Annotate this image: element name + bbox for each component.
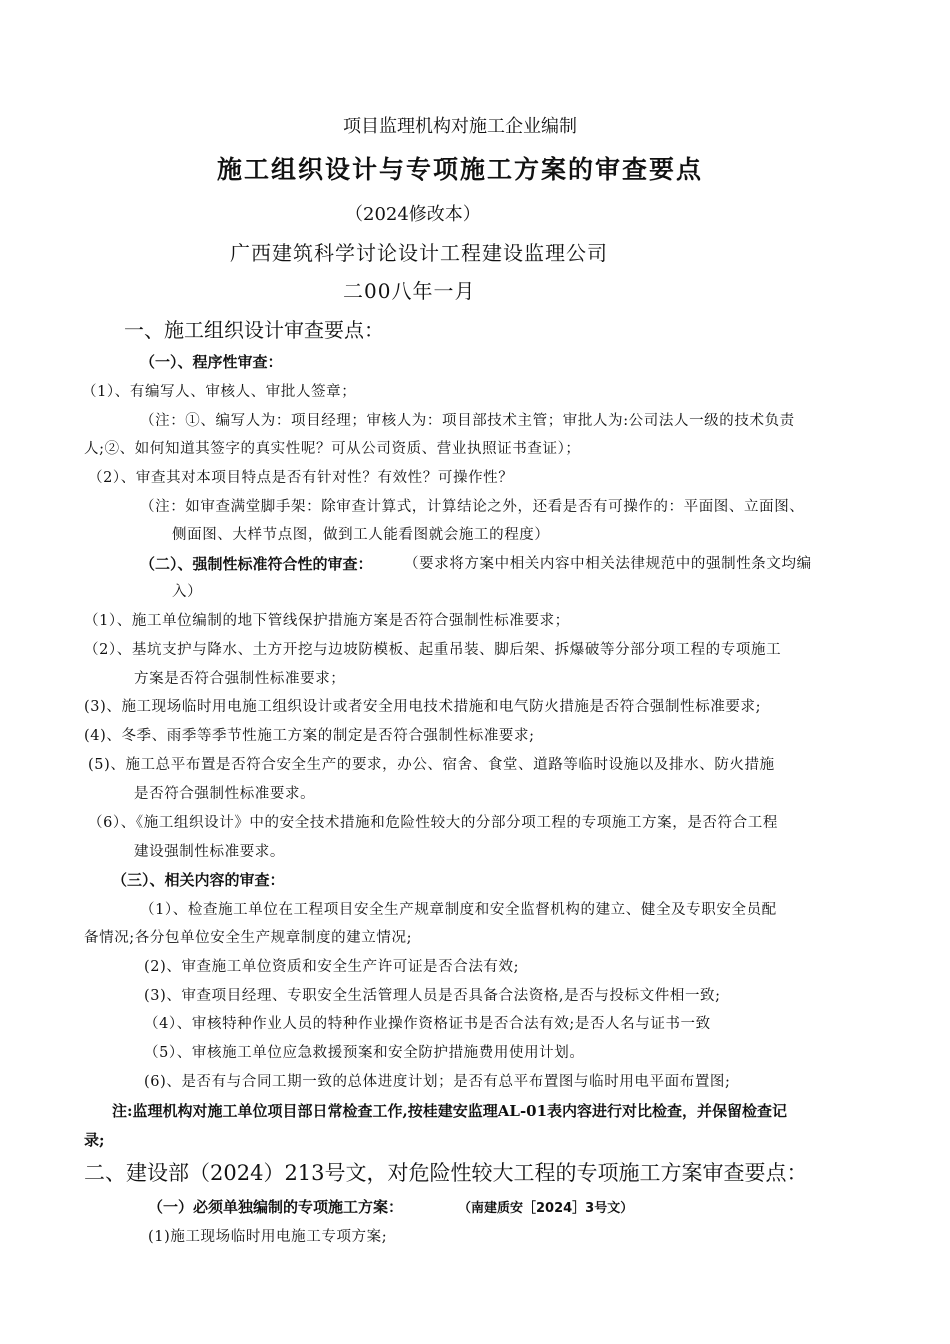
section1-part2-item2-line2: 方案是否符合强制性标准要求；	[134, 671, 346, 687]
section1-part3-item2: (2)、审查施工单位资质和安全生产许可证是否合法有效;	[144, 959, 520, 975]
section1-part2-heading-note2: 入）	[172, 584, 203, 600]
section1-part2-heading: （二）、强制性标准符合性的审查：	[140, 555, 373, 573]
document-date: 二00八年一月	[343, 279, 476, 303]
section1-part1-note2-line1: （注：如审查满堂脚手架：除审查计算式，计算结论之外，还看是否有可操作的：平面图、立面图、	[140, 499, 805, 515]
section1-part1-note1-line2: 人;②、如何知道其签字的真实性呢？可从公司资质、营业执照证书查证）；	[84, 441, 581, 457]
section1-part1-note2-line2: 侧面图、大样节点图，做到工人能看图就会施工的程度）	[172, 527, 550, 543]
section2-part1-heading-ref: （南建质安［2024］3号文）	[458, 1201, 634, 1216]
section1-part1-note1-line1: （注：①、编写人为：项目经理；审核人为：项目部技术主管；审批人为:公司法人一级的技术负责	[140, 413, 795, 429]
section1-heading: 一、施工组织设计审查要点：	[124, 318, 384, 342]
section1-part2-item6-line1: （6）、《施工组织设计》中的安全技术措施和危险性较大的分部分项工程的专项施工方案，是否符合工程	[88, 815, 778, 831]
section1-part3-heading: （三）、相关内容的审查：	[112, 871, 285, 889]
document-title: 施工组织设计与专项施工方案的审查要点	[216, 155, 703, 184]
section1-part2-item1: （1）、施工单位编制的地下管线保护措施方案是否符合强制性标准要求；	[84, 613, 570, 629]
section1-note-line1: 注:监理机构对施工单位项目部日常检查工作,按桂建安监理AL-01表内容进行对比检查，并保留检查记	[112, 1102, 788, 1120]
document-subtitle: 项目监理机构对施工企业编制	[343, 116, 577, 137]
section1-part3-item1-line2: 备情况;各分包单位安全生产规章制度的建立情况;	[84, 930, 413, 946]
section2-part1-heading: （一）必须单独编制的专项施工方案：	[148, 1198, 404, 1216]
section1-part2-item2-line1: （2）、基坑支护与降水、土方开挖与边坡防模板、起重吊装、脚后架、拆爆破等分部分项工程的专项施工	[84, 642, 782, 658]
section1-part3-item4: （4）、审核特种作业人员的特种作业操作资格证书是否合法有效;是否人名与证书一致	[144, 1016, 711, 1032]
section1-part1-item2: （2）、审查其对本项目特点是否有针对性？有效性？可操作性？	[88, 470, 514, 486]
section1-part2-heading-note: （要求将方案中相关内容中相关法律规范中的强制性条文均编	[404, 556, 812, 572]
section1-part3-item1-line1: （1）、检查施工单位在工程项目安全生产规章制度和安全监督机构的建立、健全及专职安全员配	[140, 902, 777, 918]
document-edition: （2024修改本）	[345, 204, 481, 225]
section1-part3-item6: (6)、是否有与合同工期一致的总体进度计划；是否有总平布置图与临时用电平面布置图;	[144, 1074, 731, 1090]
section1-part1-heading: （一）、程序性审查：	[140, 353, 283, 371]
section1-part2-item5-line1: (5)、施工总平布置是否符合安全生产的要求，办公、宿舍、食堂、道路等临时设施以及排水、防火措施	[88, 757, 775, 773]
company-name: 广西建筑科学讨论设计工程建设监理公司	[230, 241, 608, 265]
section1-part3-item5: （5）、审核施工单位应急救援预案和安全防护措施费用使用计划。	[144, 1045, 585, 1061]
section1-part2-item6-line2: 建设强制性标准要求。	[134, 844, 285, 860]
section1-part1-item1: （1）、有编写人、审核人、审批人签章；	[82, 384, 357, 400]
section2-heading: 二、建设部（2024）213号文，对危险性较大工程的专项施工方案审查要点：	[84, 1161, 808, 1185]
section1-part2-item5-line2: 是否符合强制性标准要求。	[134, 786, 316, 802]
section1-note-line2: 录;	[84, 1131, 105, 1149]
section2-part1-item1: (1)施工现场临时用电施工专项方案;	[148, 1229, 388, 1245]
section1-part2-item4: (4)、冬季、雨季等季节性施工方案的制定是否符合强制性标准要求;	[84, 728, 535, 744]
section1-part2-item3: (3)、施工现场临时用电施工组织设计或者安全用电技术措施和电气防火措施是否符合强制性标准要求;	[84, 699, 762, 715]
section1-part3-item3: (3)、审查项目经理、专职安全生活管理人员是否具备合法资格,是否与投标文件相一致;	[144, 988, 721, 1004]
